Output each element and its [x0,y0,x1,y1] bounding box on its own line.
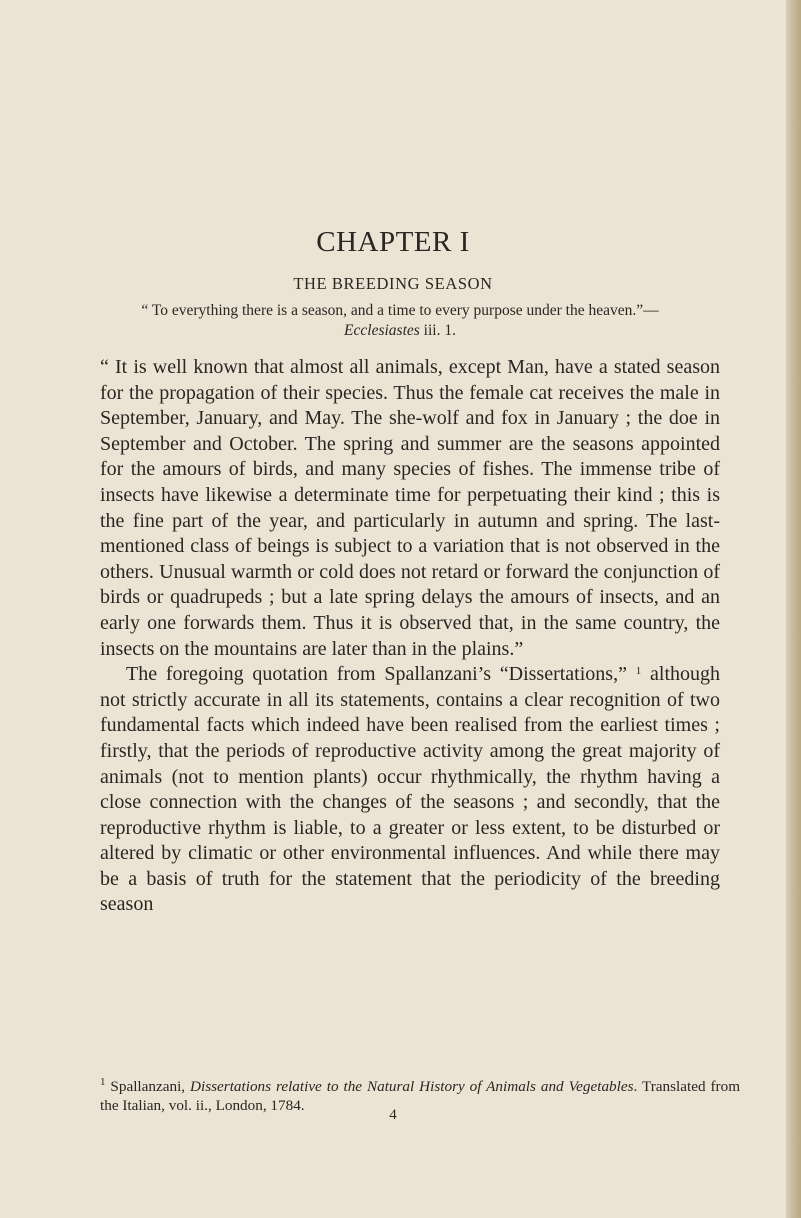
footnote-title: Dissertations relative to the Natural History of Animals and Vegetables [190,1078,634,1095]
footnote-mark: 1 [100,1076,106,1088]
page-number: 4 [389,1107,397,1123]
page-edge [786,0,801,1218]
paragraph-text-start: The foregoing quotation from Spallanzani’s “Dissertations,” [126,663,636,686]
section-title: THE BREEDING SEASON [293,274,493,293]
paragraph-quotation: “ It is well known that almost all animals, except Man, have a stated season for the propagation of their species. Thus the female cat receives the male in September, January, and May. The she-wolf and fox in January ; the doe in September and October. The spring and summer are the seasons appointed for the amours of birds, and many species of fishes. The immense tribe of insects have likewise a determinate time for perpetuating their kind ; this is the fine part of the year, and particularly in autumn and spring. The last-mentioned class of beings is subject to a variation that is not observed in the others. Unusual warmth or cold does not retard or forward the conjunction of birds or quadrupeds ; but a late spring delays the amours of insects, and an early one forwards them. Thus it is observed that, in the same country, the insects on the mountains are later than in the plains.” [100,356,720,660]
epigraph [110,301,690,341]
chapter-heading: CHAPTER I [316,226,470,258]
epigraph-reference: iii. 1. [419,322,456,339]
paragraph-commentary [100,662,720,918]
body-text [100,355,720,918]
footnote-reference: 1 [635,665,642,678]
footnote-author: Spallanzani, [105,1078,191,1095]
paragraph-text-rest: although not strictly accurate in all its statements, contains a clear recognition of two fundamental facts which indeed have been realised from the earliest times ; firstly, that the periods of reproductive activity among the great majority of animals (not to mention plants) occur rhythmically, the rhythm having a close connection with the changes of the seasons ; and secondly, that the reproductive rhythm is liable, to a greater or less extent, to be disturbed or altered by climatic or other environmental influences. And while there may be a basis of truth for the statement that the periodicity of the breeding season [100,663,720,916]
footnote-details: . Translated from the Italian, vol. ii., London, 1784. [100,1078,741,1114]
epigraph-source: Ecclesiastes [344,322,420,339]
epigraph-quote: “ To everything there is a season, and a time to every purpose under the heaven.”— [141,302,659,319]
